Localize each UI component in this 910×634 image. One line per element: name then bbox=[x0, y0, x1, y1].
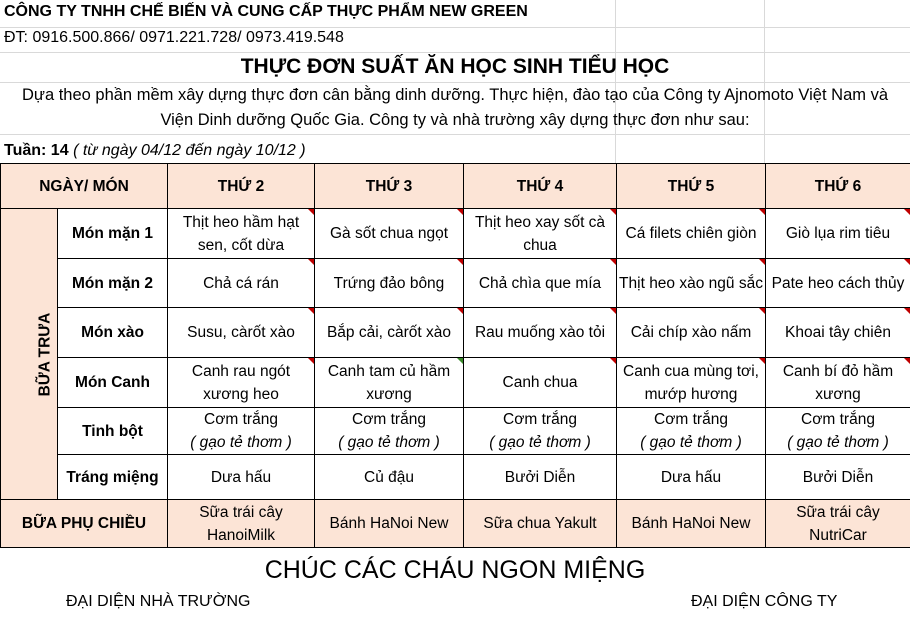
menu-cell[interactable]: Bưởi Diễn bbox=[766, 455, 910, 500]
comment-marker-icon bbox=[308, 259, 314, 265]
snack-row bbox=[1, 500, 910, 548]
menu-cell[interactable]: Giò lụa rim tiêu bbox=[766, 209, 910, 259]
phone-numbers: ĐT: 0916.500.866/ 0971.221.728/ 0973.419.548 bbox=[4, 29, 344, 46]
table-row bbox=[1, 209, 910, 259]
menu-cell[interactable]: Cơm trắng ( gạo tẻ thơm ) bbox=[464, 408, 617, 455]
school-representative: ĐẠI DIỆN NHÀ TRƯỜNG bbox=[66, 593, 251, 610]
menu-cell[interactable]: Chả cá rán bbox=[168, 259, 315, 308]
gridline bbox=[0, 27, 910, 28]
menu-cell[interactable]: Pate heo cách thủy bbox=[766, 259, 910, 308]
table-row bbox=[1, 408, 910, 455]
menu-cell[interactable]: Thịt heo xào ngũ sắc bbox=[617, 259, 766, 308]
snack-cell[interactable]: Bánh HaNoi New bbox=[315, 500, 464, 548]
menu-cell[interactable]: Cơm trắng ( gạo tẻ thơm ) bbox=[168, 408, 315, 455]
menu-cell[interactable]: Canh bí đỏ hầm xương bbox=[766, 358, 910, 408]
comment-marker-icon bbox=[610, 308, 616, 314]
row-label[interactable]: Món Canh bbox=[58, 358, 168, 408]
week-range: ( từ ngày 04/12 đến ngày 10/12 ) bbox=[73, 142, 306, 159]
lunch-label[interactable]: BỮA TRƯA bbox=[1, 209, 58, 500]
snack-cell[interactable]: Bánh HaNoi New bbox=[617, 500, 766, 548]
rice-note: ( gạo tẻ thơm ) bbox=[787, 434, 889, 451]
comment-marker-icon bbox=[759, 209, 765, 215]
menu-cell[interactable]: Dưa hấu bbox=[617, 455, 766, 500]
wish-text: CHÚC CÁC CHÁU NGON MIỆNG bbox=[264, 556, 646, 584]
snack-cell[interactable]: Sữa trái cây HanoiMilk bbox=[168, 500, 315, 548]
menu-table bbox=[0, 163, 910, 548]
menu-cell[interactable]: Củ đậu bbox=[315, 455, 464, 500]
row-label[interactable]: Món mặn 2 bbox=[58, 259, 168, 308]
row-label[interactable]: Món mặn 1 bbox=[58, 209, 168, 259]
gridline bbox=[615, 0, 616, 164]
comment-marker-icon bbox=[904, 259, 910, 265]
comment-marker-icon bbox=[904, 358, 910, 364]
day-header[interactable]: THỨ 4 bbox=[464, 164, 617, 209]
day-header[interactable]: THỨ 2 bbox=[168, 164, 315, 209]
comment-marker-icon bbox=[308, 358, 314, 364]
comment-marker-icon bbox=[308, 308, 314, 314]
menu-cell[interactable]: Cải chíp xào nấm bbox=[617, 308, 766, 358]
corner-header[interactable]: NGÀY/ MÓN bbox=[1, 164, 168, 209]
comment-marker-icon bbox=[457, 358, 463, 364]
menu-cell[interactable]: Cơm trắng ( gạo tẻ thơm ) bbox=[315, 408, 464, 455]
rice-note: ( gạo tẻ thơm ) bbox=[640, 434, 742, 451]
menu-cell[interactable]: Dưa hấu bbox=[168, 455, 315, 500]
snack-cell[interactable]: Sữa chua Yakult bbox=[464, 500, 617, 548]
menu-cell[interactable]: Gà sốt chua ngọt bbox=[315, 209, 464, 259]
table-row bbox=[1, 308, 910, 358]
rice-note: ( gạo tẻ thơm ) bbox=[489, 434, 591, 451]
rice-note: ( gạo tẻ thơm ) bbox=[338, 434, 440, 451]
comment-marker-icon bbox=[610, 259, 616, 265]
comment-marker-icon bbox=[457, 259, 463, 265]
menu-cell[interactable]: Thịt heo xay sốt cà chua bbox=[464, 209, 617, 259]
menu-cell[interactable]: Trứng đảo bông bbox=[315, 259, 464, 308]
comment-marker-icon bbox=[904, 209, 910, 215]
comment-marker-icon bbox=[759, 259, 765, 265]
menu-cell[interactable]: Rau muống xào tỏi bbox=[464, 308, 617, 358]
menu-cell[interactable]: Thịt heo hầm hạt sen, cốt dừa bbox=[168, 209, 315, 259]
intro-line-1: Dựa theo phần mềm xây dựng thực đơn cân bằng dinh dưỡng. Thực hiện, đào tạo của Công ty Ajnomoto Việt Nam và bbox=[21, 86, 889, 104]
day-header[interactable]: THỨ 3 bbox=[315, 164, 464, 209]
menu-cell[interactable]: Cơm trắng ( gạo tẻ thơm ) bbox=[617, 408, 766, 455]
menu-cell[interactable]: Bắp cải, càrốt xào bbox=[315, 308, 464, 358]
menu-cell[interactable]: Bưởi Diễn bbox=[464, 455, 617, 500]
row-label[interactable]: Tráng miệng bbox=[58, 455, 168, 500]
comment-marker-icon bbox=[759, 358, 765, 364]
menu-cell[interactable]: Canh tam củ hầm xương bbox=[315, 358, 464, 408]
day-header[interactable]: THỨ 6 bbox=[766, 164, 910, 209]
menu-cell[interactable]: Khoai tây chiên bbox=[766, 308, 910, 358]
menu-cell[interactable]: Susu, càrốt xào bbox=[168, 308, 315, 358]
header-row bbox=[1, 164, 910, 209]
menu-cell[interactable]: Cá filets chiên giòn bbox=[617, 209, 766, 259]
week-info bbox=[4, 142, 910, 160]
snack-label[interactable]: BỮA PHỤ CHIỀU bbox=[1, 500, 168, 548]
gridline bbox=[764, 0, 765, 164]
rice-note: ( gạo tẻ thơm ) bbox=[190, 434, 292, 451]
table-row bbox=[1, 259, 910, 308]
page-title: THỰC ĐƠN SUẤT ĂN HỌC SINH TIỂU HỌC bbox=[240, 55, 670, 78]
table-row bbox=[1, 358, 910, 408]
snack-cell[interactable]: Sữa trái cây NutriCar bbox=[766, 500, 910, 548]
intro-line-2: Viện Dinh dưỡng Quốc Gia. Công ty và nhà trường xây dựng thực đơn như sau: bbox=[160, 111, 750, 129]
menu-cell[interactable]: Canh cua mùng tơi, mướp hương bbox=[617, 358, 766, 408]
gridline bbox=[0, 52, 910, 53]
comment-marker-icon bbox=[457, 308, 463, 314]
row-label[interactable]: Món xào bbox=[58, 308, 168, 358]
comment-marker-icon bbox=[904, 308, 910, 314]
company-name: CÔNG TY TNHH CHẾ BIẾN VÀ CUNG CẤP THỰC PHẨM NEW GREEN bbox=[4, 3, 528, 20]
comment-marker-icon bbox=[610, 358, 616, 364]
comment-marker-icon bbox=[759, 308, 765, 314]
menu-cell[interactable]: Canh rau ngót xương heo bbox=[168, 358, 315, 408]
gridline bbox=[0, 134, 910, 135]
menu-cell[interactable]: Chả chìa que mía bbox=[464, 259, 617, 308]
table-row bbox=[1, 455, 910, 500]
gridline bbox=[0, 82, 910, 83]
menu-cell[interactable]: Canh chua bbox=[464, 358, 617, 408]
row-label[interactable]: Tinh bột bbox=[58, 408, 168, 455]
company-representative: ĐẠI DIỆN CÔNG TY bbox=[691, 593, 838, 610]
menu-cell[interactable]: Cơm trắng ( gạo tẻ thơm ) bbox=[766, 408, 910, 455]
comment-marker-icon bbox=[610, 209, 616, 215]
day-header[interactable]: THỨ 5 bbox=[617, 164, 766, 209]
comment-marker-icon bbox=[457, 209, 463, 215]
week-label: Tuần: 14 bbox=[4, 142, 69, 159]
comment-marker-icon bbox=[308, 209, 314, 215]
